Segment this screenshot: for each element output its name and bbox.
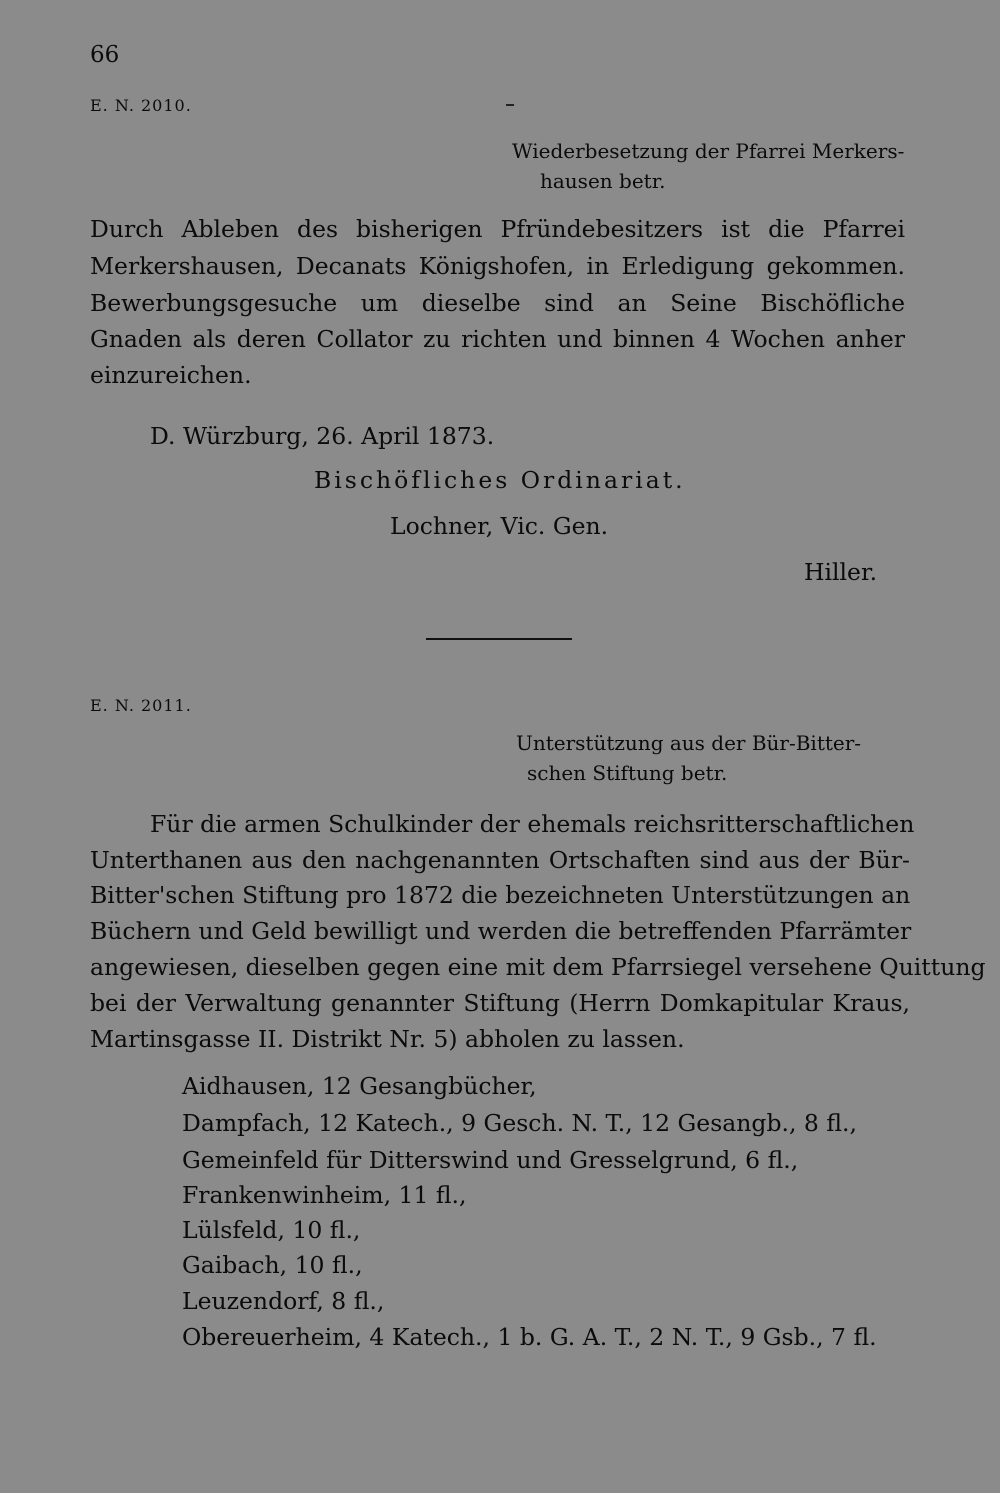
list-item: Dampfach, 12 Katech., 9 Gesch. N. T., 12 Gesangb., 8 fl.,: [182, 1109, 857, 1137]
paragraph-line: Martinsgasse II. Distrikt Nr. 5) abholen zu lassen.: [90, 1025, 685, 1053]
paragraph-line: angewiesen, dieselben gegen eine mit dem Pfarrsiegel versehene Quittung: [90, 953, 986, 981]
paragraph-line: bei der Verwaltung genannter Stiftung (Herrn Domkapitular Kraus,: [90, 989, 910, 1017]
list-item: Lülsfeld, 10 fl.,: [182, 1216, 361, 1244]
paragraph-line: Gnaden als deren Collator zu richten und binnen 4 Wochen anher: [90, 325, 905, 353]
list-item: Aidhausen, 12 Gesangbücher,: [182, 1072, 537, 1100]
list-item: Gaibach, 10 fl.,: [182, 1251, 363, 1279]
section-separator: [426, 638, 572, 640]
list-item: Frankenwinheim, 11 fl.,: [182, 1181, 467, 1209]
list-item: Obereuerheim, 4 Katech., 1 b. G. A. T., 2 N. T., 9 Gsb., 7 fl.: [182, 1323, 877, 1351]
section-ref-2011: E. N. 2011.: [90, 696, 192, 715]
paragraph-line: Für die armen Schulkinder der ehemals reichsritterschaftlichen: [150, 810, 915, 838]
authority-line: Bischöfliches Ordinariat.: [314, 466, 686, 494]
section-subject-line-1: Unterstützung aus der Bür-Bitter-: [516, 731, 862, 755]
date-line: D. Würzburg, 26. April 1873.: [150, 422, 495, 450]
paragraph-line: Durch Ableben des bisherigen Pfründebesitzers ist die Pfarrei: [90, 215, 905, 243]
secretary-line: Hiller.: [804, 558, 878, 586]
section-ref-2010: E. N. 2010.: [90, 96, 192, 115]
page-number: 66: [90, 42, 120, 68]
paragraph-line: Bewerbungsgesuche um dieselbe sind an Seine Bischöfliche: [90, 289, 905, 317]
paragraph-line: Büchern und Geld bewilligt und werden die betreffenden Pfarrämter: [90, 917, 912, 945]
list-item: Gemeinfeld für Ditterswind und Gresselgrund, 6 fl.,: [182, 1146, 799, 1174]
paragraph-line: einzureichen.: [90, 361, 252, 389]
paragraph-line: Merkershausen, Decanats Königshofen, in Erledigung gekommen.: [90, 252, 905, 280]
paragraph-line: Unterthanen aus den nachgenannten Ortschaften sind aus der Bür-: [90, 846, 910, 874]
section-subject-line-1: Wiederbesetzung der Pfarrei Merkers-: [512, 139, 905, 163]
section-subject-line-2: hausen betr.: [540, 169, 666, 193]
divider-dash: [506, 104, 514, 106]
list-item: Leuzendorf, 8 fl.,: [182, 1287, 385, 1315]
signatory-line: Lochner, Vic. Gen.: [390, 512, 609, 540]
paragraph-line: Bitter'schen Stiftung pro 1872 die bezeichneten Unterstützungen an: [90, 881, 911, 909]
section-subject-line-2: schen Stiftung betr.: [527, 761, 728, 785]
